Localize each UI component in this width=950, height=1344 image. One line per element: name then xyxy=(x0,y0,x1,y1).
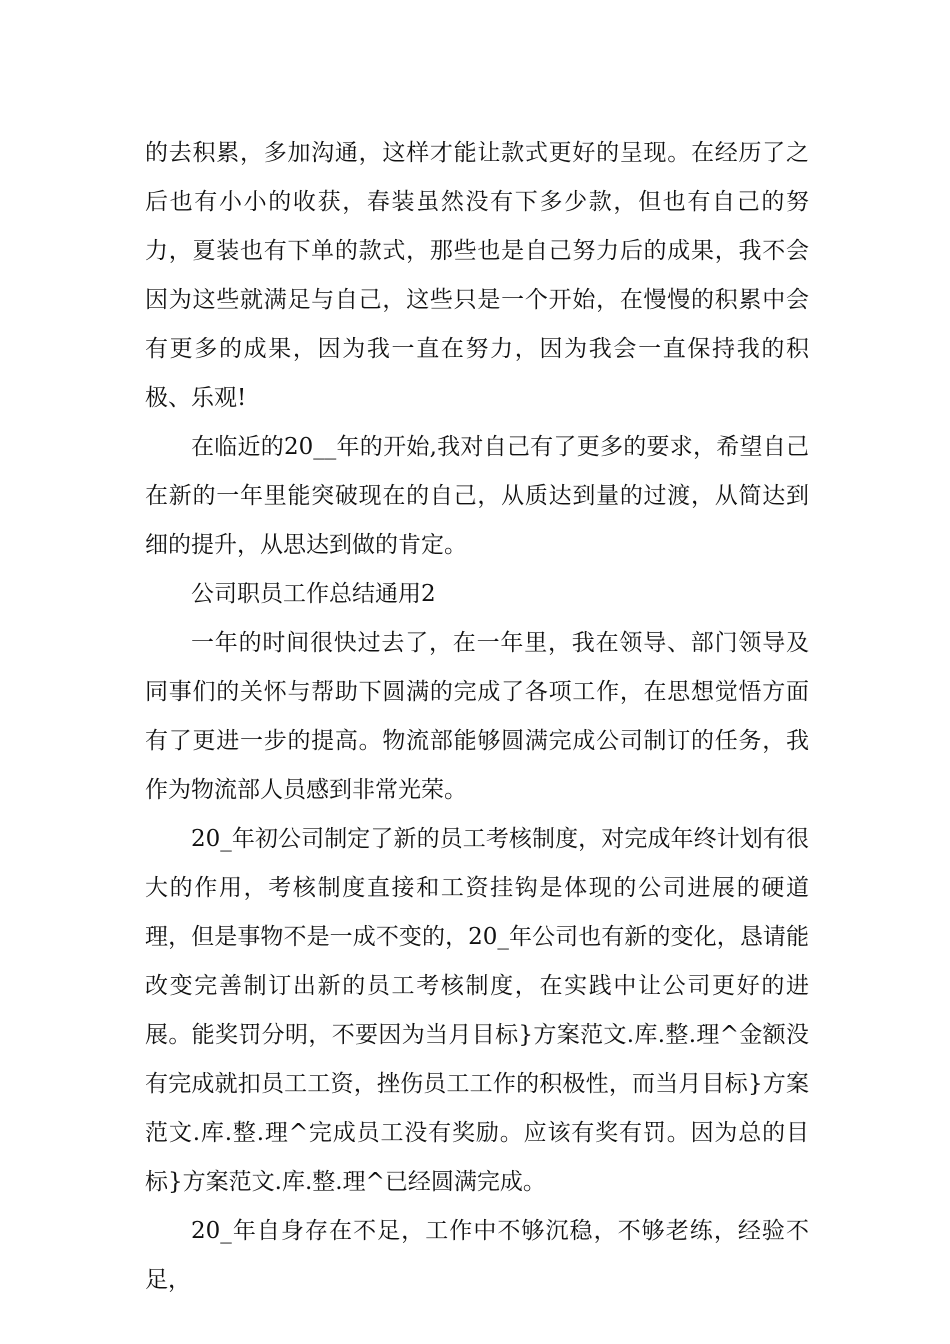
paragraph-year-review: 一年的时间很快过去了，在一年里，我在领导、部门领导及同事们的关怀与帮助下圆满的完成了各项工作，在思想觉悟方面有了更进一步的提高。物流部能够圆满完成公司制订的任务，我作为物流部人员感到非常光荣。 xyxy=(145,630,809,803)
paragraph-continued: 的去积累，多加沟通，这样才能让款式更好的呈现。在经历了之后也有小小的收获，春装虽然没有下多少款，但也有自己的努力，夏装也有下单的款式，那些也是自己努力后的成果，我不会因为这些就满足与自己，这些只是一个开始，在慢慢的积累中会有更多的成果，因为我一直在努力，因为我会一直保持我的积极、乐观! xyxy=(145,140,809,411)
section-heading: 公司职员工作总结通用2 xyxy=(191,581,436,607)
paragraph-new-year-goals: 在临近的20__年的开始,我对自己有了更多的要求，希望自己在新的一年里能突破现在的自己，从质达到量的过渡，从简达到细的提升，从思达到做的肯定。 xyxy=(145,434,809,558)
paragraph-assessment-system: 20_年初公司制定了新的员工考核制度，对完成年终计划有很大的作用，考核制度直接和工资挂钩是体现的公司进展的硬道理，但是事物不是一成不变的，20_年公司也有新的变化，恳请能改变完善制订出新的员工考核制度，在实践中让公司更好的进展。能奖罚分明，不要因为当月目标}方案范文.库.整.理^金额没有完成就扣员工工资，挫伤员工工作的积极性，而当月目标}方案范文.库.整.理^完成员工没有奖励。应该有奖有罚。因为总的目标}方案范文.库.整.理^已经圆满完成。 xyxy=(145,826,809,1195)
paragraph-shortcomings: 20_年自身存在不足，工作中不够沉稳，不够老练，经验不足， xyxy=(145,1218,809,1293)
document-body xyxy=(145,129,809,1305)
